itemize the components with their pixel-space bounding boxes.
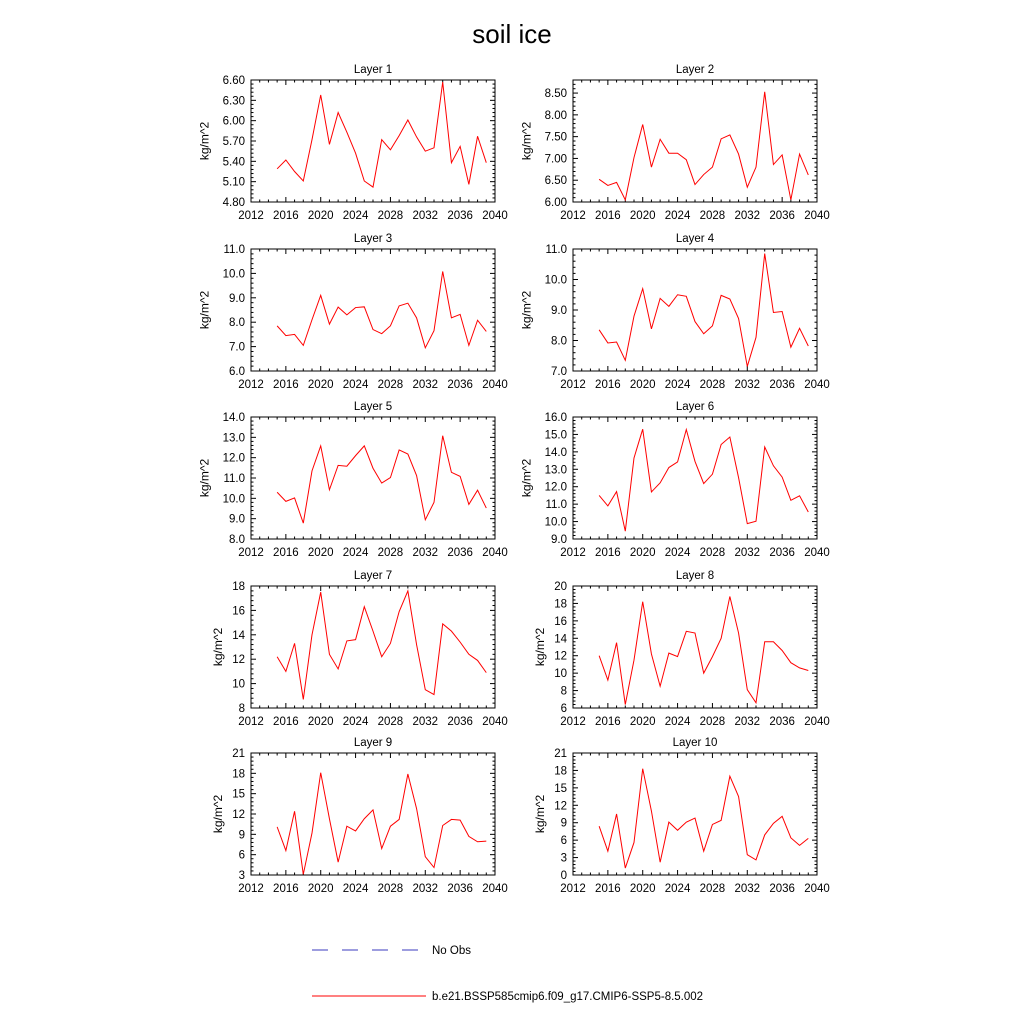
legend <box>312 945 703 1003</box>
series-line <box>599 596 808 704</box>
y-tick-label: 9.0 <box>229 513 245 526</box>
y-tick-label: 7.0 <box>551 366 567 378</box>
x-tick-label: 2036 <box>769 547 795 559</box>
x-tick-label: 2024 <box>664 883 691 895</box>
x-tick-label: 2028 <box>699 210 726 222</box>
y-tick-label: 0 <box>560 870 567 882</box>
x-tick-label: 2032 <box>734 547 761 559</box>
panel-layer-7 <box>211 570 508 728</box>
x-tick-label: 2032 <box>734 210 761 222</box>
y-tick-label: 3 <box>560 852 567 865</box>
y-tick-label: 12 <box>554 800 567 813</box>
y-tick-label: 16 <box>554 615 567 628</box>
x-tick-label: 2032 <box>412 547 439 559</box>
y-axis-label: kg/m^2 <box>197 121 212 161</box>
y-tick-label: 6.00 <box>222 115 245 128</box>
y-tick-label: 13.0 <box>222 432 245 445</box>
y-tick-label: 8.50 <box>544 88 567 101</box>
x-tick-label: 2036 <box>769 716 795 728</box>
x-tick-label: 2016 <box>273 210 299 222</box>
y-tick-label: 8.0 <box>229 317 245 330</box>
x-tick-label: 2028 <box>377 883 404 895</box>
x-tick-label: 2036 <box>769 210 795 222</box>
y-tick-label: 15 <box>232 788 245 801</box>
x-tick-label: 2012 <box>560 883 586 895</box>
y-tick-label: 6.30 <box>222 95 245 108</box>
x-tick-label: 2032 <box>734 716 761 728</box>
y-tick-label: 6 <box>560 703 567 715</box>
x-tick-label: 2032 <box>412 379 439 391</box>
panel-layer-2 <box>520 64 830 222</box>
x-tick-label: 2024 <box>664 716 691 728</box>
y-tick-label: 16.0 <box>544 412 567 424</box>
series-line <box>599 769 808 868</box>
x-tick-label: 2040 <box>482 547 508 559</box>
y-tick-label: 12.0 <box>544 481 567 494</box>
x-tick-label: 2024 <box>342 883 369 895</box>
plot-frame <box>573 586 817 708</box>
x-tick-label: 2012 <box>238 716 264 728</box>
x-tick-label: 2036 <box>447 379 473 391</box>
x-tick-label: 2028 <box>699 716 726 728</box>
x-tick-label: 2012 <box>560 716 586 728</box>
series-line <box>277 773 486 875</box>
y-axis-label: kg/m^2 <box>197 290 212 330</box>
x-tick-label: 2032 <box>412 716 439 728</box>
y-tick-label: 18 <box>232 768 245 781</box>
x-tick-label: 2020 <box>629 547 656 559</box>
y-tick-label: 9 <box>238 829 245 842</box>
x-tick-label: 2036 <box>769 379 795 391</box>
y-tick-label: 10 <box>554 668 567 681</box>
y-tick-label: 8 <box>560 685 567 698</box>
y-tick-label: 8 <box>238 703 245 715</box>
x-tick-label: 2012 <box>238 883 264 895</box>
series-line <box>599 92 808 200</box>
x-tick-label: 2028 <box>377 716 404 728</box>
x-tick-label: 2012 <box>560 210 586 222</box>
plot-frame <box>573 417 817 539</box>
x-tick-label: 2024 <box>664 379 691 391</box>
panel-title: Layer 1 <box>353 64 393 76</box>
y-tick-label: 10.0 <box>544 274 567 287</box>
y-tick-label: 14.0 <box>544 446 567 459</box>
y-tick-label: 6.00 <box>544 197 567 209</box>
x-tick-label: 2032 <box>734 379 761 391</box>
y-tick-label: 4.80 <box>222 197 245 209</box>
y-tick-label: 8.00 <box>544 109 567 122</box>
plot-frame <box>251 249 495 371</box>
panel-title: Layer 3 <box>353 233 393 245</box>
panel-title: Layer 8 <box>675 570 715 582</box>
x-tick-label: 2032 <box>734 883 761 895</box>
x-tick-label: 2016 <box>595 547 621 559</box>
y-tick-label: 5.70 <box>222 136 245 148</box>
x-tick-label: 2020 <box>629 210 656 222</box>
x-tick-label: 2028 <box>699 883 726 895</box>
x-tick-label: 2028 <box>699 379 726 391</box>
x-tick-label: 2036 <box>769 883 795 895</box>
y-tick-label: 7.0 <box>229 341 245 354</box>
y-tick-label: 5.10 <box>222 176 245 189</box>
y-axis-label: kg/m^2 <box>532 627 547 667</box>
panel-layer-3 <box>198 233 508 391</box>
y-tick-label: 11.0 <box>223 473 245 485</box>
x-tick-label: 2012 <box>238 379 264 391</box>
y-tick-label: 10.0 <box>544 516 567 529</box>
y-tick-label: 16 <box>232 605 245 618</box>
y-tick-label: 12 <box>554 650 567 663</box>
plot-frame <box>251 80 495 202</box>
x-tick-label: 2032 <box>412 883 439 895</box>
y-tick-label: 13.0 <box>544 464 567 477</box>
x-tick-label: 2020 <box>629 379 656 391</box>
x-tick-label: 2028 <box>377 210 404 222</box>
series-line <box>277 82 486 187</box>
x-tick-label: 2040 <box>804 379 830 391</box>
x-tick-label: 2040 <box>804 547 830 559</box>
y-axis-label: kg/m^2 <box>532 794 547 834</box>
panel-layer-10 <box>533 737 830 895</box>
y-tick-label: 6.60 <box>222 75 245 87</box>
plot-frame <box>251 753 495 875</box>
panel-layer-4 <box>520 233 830 391</box>
y-axis-label: kg/m^2 <box>210 794 225 834</box>
y-tick-label: 9 <box>560 817 567 830</box>
y-tick-label: 6.0 <box>229 366 245 378</box>
x-tick-label: 2032 <box>412 210 439 222</box>
legend-no-obs-label: No Obs <box>432 945 471 957</box>
plot-frame <box>573 753 817 875</box>
x-tick-label: 2024 <box>342 210 369 222</box>
x-tick-label: 2040 <box>804 883 830 895</box>
y-tick-label: 14 <box>554 633 567 646</box>
panel-title: Layer 9 <box>353 737 393 749</box>
panel-title: Layer 5 <box>353 401 393 413</box>
figure-title: soil ice <box>472 19 552 49</box>
y-tick-label: 21 <box>554 748 567 760</box>
y-tick-label: 11.0 <box>545 499 567 512</box>
x-tick-label: 2012 <box>560 379 586 391</box>
y-tick-label: 10.0 <box>222 268 245 281</box>
x-tick-label: 2016 <box>595 716 621 728</box>
y-tick-label: 12 <box>232 809 245 821</box>
y-tick-label: 6.50 <box>544 175 567 188</box>
y-tick-label: 18 <box>554 765 567 778</box>
y-tick-label: 3 <box>238 870 245 882</box>
y-axis-label: kg/m^2 <box>210 627 225 667</box>
x-tick-label: 2024 <box>664 547 691 559</box>
panel-title: Layer 4 <box>675 233 715 245</box>
y-tick-label: 20 <box>554 581 567 593</box>
panel-layer-6 <box>520 401 830 559</box>
y-tick-label: 7.00 <box>544 153 567 166</box>
x-tick-label: 2036 <box>447 883 473 895</box>
x-tick-label: 2012 <box>560 547 586 559</box>
series-line <box>599 254 808 367</box>
panel-layer-5 <box>198 401 508 559</box>
y-tick-label: 18 <box>232 581 245 593</box>
panel-layer-1 <box>198 64 508 222</box>
x-tick-label: 2020 <box>307 379 334 391</box>
y-tick-label: 15.0 <box>544 429 567 442</box>
panel-layer-8 <box>533 570 830 728</box>
x-tick-label: 2024 <box>664 210 691 222</box>
x-tick-label: 2020 <box>629 716 656 728</box>
y-tick-label: 12 <box>232 654 245 667</box>
y-tick-label: 10 <box>232 678 245 691</box>
x-tick-label: 2028 <box>377 379 404 391</box>
y-tick-label: 9.0 <box>551 305 567 317</box>
x-tick-label: 2012 <box>238 547 264 559</box>
x-tick-label: 2020 <box>629 883 656 895</box>
legend-model-label: b.e21.BSSP585cmip6.f09_g17.CMIP6-SSP5-8.5.002 <box>432 991 704 1003</box>
y-axis-label: kg/m^2 <box>519 121 534 161</box>
x-tick-label: 2036 <box>447 210 473 222</box>
x-tick-label: 2020 <box>307 210 334 222</box>
x-tick-label: 2040 <box>804 210 830 222</box>
x-tick-label: 2036 <box>447 716 473 728</box>
x-tick-label: 2028 <box>377 547 404 559</box>
x-tick-label: 2016 <box>273 883 299 895</box>
x-tick-label: 2024 <box>342 379 369 391</box>
y-tick-label: 21 <box>232 748 245 760</box>
y-tick-label: 14 <box>232 629 245 642</box>
y-tick-label: 8.0 <box>551 335 567 348</box>
x-tick-label: 2040 <box>804 716 830 728</box>
series-line <box>599 429 808 531</box>
y-tick-label: 6 <box>238 849 245 862</box>
x-tick-label: 2040 <box>482 379 508 391</box>
x-tick-label: 2016 <box>273 379 299 391</box>
y-tick-label: 14.0 <box>222 412 245 424</box>
y-tick-label: 11.0 <box>545 244 567 256</box>
x-tick-label: 2040 <box>482 716 508 728</box>
series-line <box>277 591 486 700</box>
y-axis-label: kg/m^2 <box>519 290 534 330</box>
x-tick-label: 2012 <box>238 210 264 222</box>
x-tick-label: 2024 <box>342 716 369 728</box>
plot-frame <box>251 417 495 539</box>
y-tick-label: 18 <box>554 598 567 611</box>
y-tick-label: 10.0 <box>222 493 245 506</box>
panel-title: Layer 2 <box>675 64 715 76</box>
panel-title: Layer 6 <box>675 401 715 413</box>
y-tick-label: 9.0 <box>551 534 567 546</box>
y-tick-label: 11.0 <box>223 244 245 256</box>
y-axis-label: kg/m^2 <box>197 458 212 498</box>
y-tick-label: 9.0 <box>229 292 245 305</box>
x-tick-label: 2016 <box>595 210 621 222</box>
x-tick-label: 2020 <box>307 547 334 559</box>
series-line <box>277 436 486 523</box>
x-tick-label: 2036 <box>447 547 473 559</box>
x-tick-label: 2016 <box>273 716 299 728</box>
plot-frame <box>573 249 817 371</box>
x-tick-label: 2016 <box>595 379 621 391</box>
x-tick-label: 2028 <box>699 547 726 559</box>
x-tick-label: 2020 <box>307 883 334 895</box>
y-tick-label: 12.0 <box>222 452 245 465</box>
y-tick-label: 15 <box>554 782 567 795</box>
x-tick-label: 2040 <box>482 883 508 895</box>
x-tick-label: 2020 <box>307 716 334 728</box>
x-tick-label: 2040 <box>482 210 508 222</box>
y-tick-label: 5.40 <box>222 156 245 169</box>
x-tick-label: 2024 <box>342 547 369 559</box>
y-axis-label: kg/m^2 <box>519 458 534 498</box>
panel-layer-9 <box>211 737 508 895</box>
x-tick-label: 2016 <box>595 883 621 895</box>
plot-frame <box>251 586 495 708</box>
y-tick-label: 7.50 <box>544 131 567 144</box>
panels-container <box>198 64 830 895</box>
x-tick-label: 2016 <box>273 547 299 559</box>
y-tick-label: 6 <box>560 835 567 848</box>
series-line <box>277 271 486 347</box>
panel-title: Layer 7 <box>353 570 393 582</box>
y-tick-label: 8.0 <box>229 534 245 546</box>
panel-title: Layer 10 <box>672 737 718 749</box>
